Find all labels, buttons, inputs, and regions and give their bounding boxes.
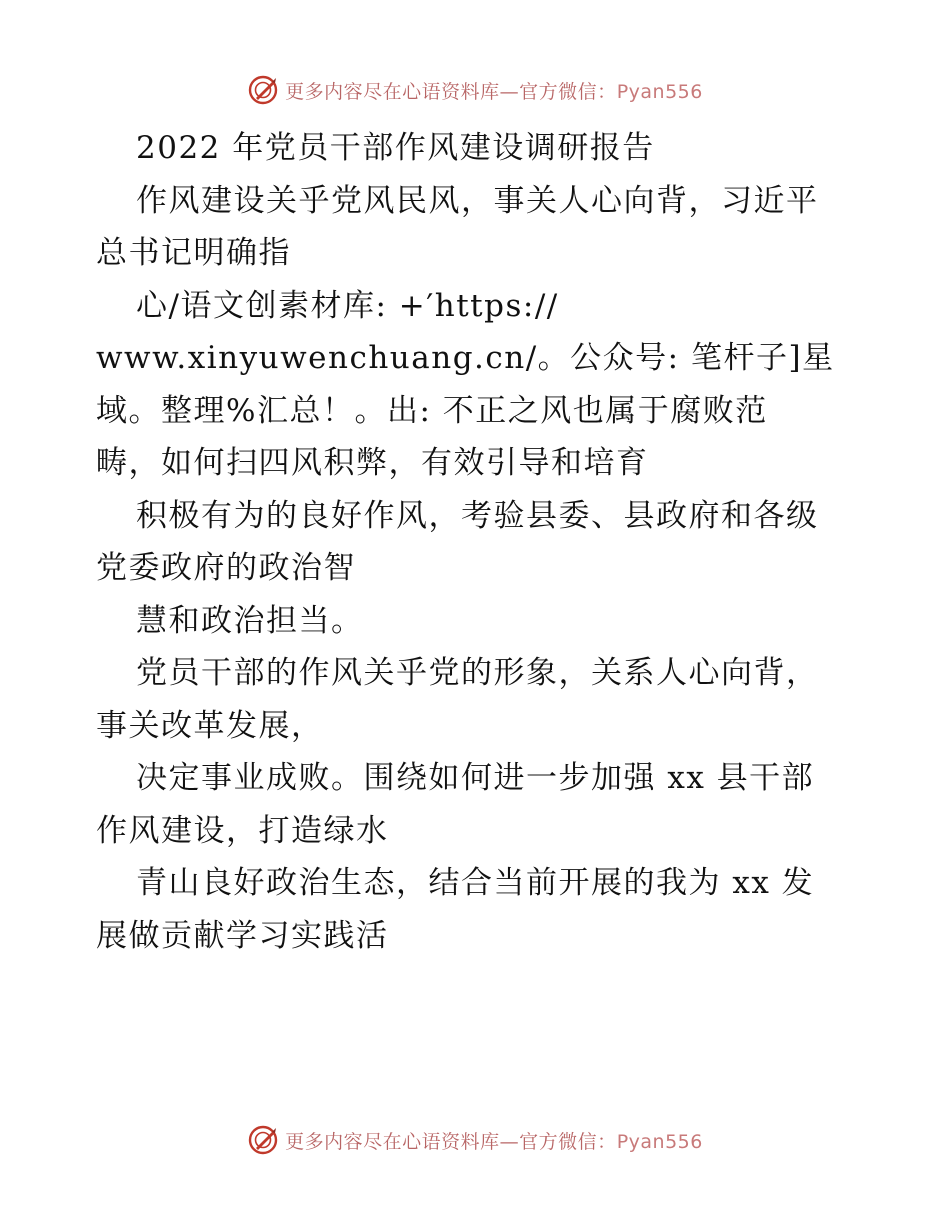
watermark-dash: — <box>499 80 520 103</box>
text-line: 青山良好政治生态，结合当前开展的我为 xx 发 <box>136 865 815 901</box>
watermark-wechat-label: 官方微信： <box>519 1130 617 1153</box>
watermark-wechat-id: Pyan556 <box>616 80 703 103</box>
text-line: 决定事业成败。围绕如何进一步加强 xx 县干部 <box>136 760 815 796</box>
text-line: 党委政府的政治智 <box>96 550 356 586</box>
text-line: 畴，如何扫四风积弊，有效引导和培育 <box>96 445 649 481</box>
text-line: 作风建设关乎党风民风，事关人心向背，习近平 <box>136 182 819 219</box>
text-line: 积极有为的良好作风，考验县委、县政府和各级 <box>136 497 819 534</box>
text-line: 作风建设，打造绿水 <box>96 812 389 849</box>
document-title: 2022 年党员干部作风建设调研报告 <box>136 130 655 166</box>
watermark-main-text: 更多内容尽在心语资料库 <box>285 1130 500 1153</box>
xinyu-logo-icon <box>247 1124 279 1156</box>
watermark-wechat-id: Pyan556 <box>616 1130 703 1153</box>
text-line: 慧和政治担当。 <box>136 602 364 639</box>
watermark-main-text: 更多内容尽在心语资料库 <box>285 80 500 103</box>
text-line: 总书记明确指 <box>96 235 291 271</box>
watermark-dash: — <box>499 1130 520 1153</box>
document-body <box>96 122 856 962</box>
text-line: 域。整理%汇总！。出: 不正之风也属于腐败范 <box>96 392 768 429</box>
text-line: 展做贡献学习实践活 <box>96 917 389 954</box>
text-line: 心/语文创素材库: +′https:// <box>136 287 559 324</box>
xinyu-logo-icon <box>247 74 279 106</box>
watermark-wechat-label: 官方微信： <box>519 80 617 103</box>
text-line: 党员干部的作风关乎党的形象，关系人心向背， <box>136 655 819 691</box>
header-watermark <box>0 70 950 110</box>
text-line: 事关改革发展， <box>96 707 324 744</box>
text-line: www.xinyuwenchuang.cn/。公众号: 笔杆子]星 <box>96 340 835 376</box>
footer-watermark <box>0 1120 950 1160</box>
